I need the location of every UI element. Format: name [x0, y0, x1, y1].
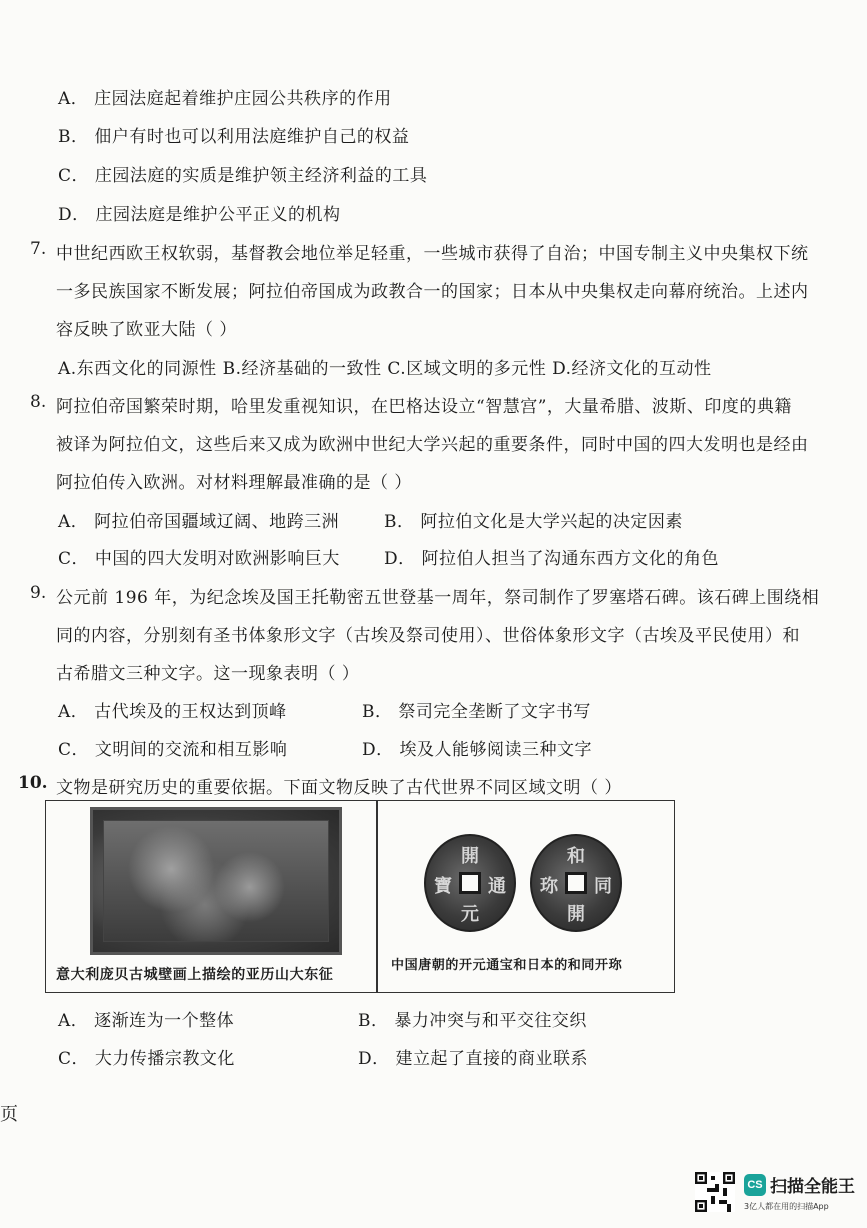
q9-stem-line2: 同的内容，分别刻有圣书体象形文字（古埃及祭司使用）、世俗体象形文字（古埃及平民使用）和 — [56, 626, 800, 646]
app-name: 扫描全能王 — [770, 1177, 855, 1197]
q8-stem-line2: 被译为阿拉伯文，这些后来又成为欧洲中世纪大学兴起的重要条件，同时中国的四大发明也是经由 — [56, 435, 809, 455]
coin2-char-right: 同 — [594, 876, 612, 897]
q9-stem-line3: 古希腊文三种文字。这一现象表明（ ） — [56, 664, 360, 684]
coin-hole — [459, 872, 481, 894]
coin2-char-bottom: 開 — [567, 904, 585, 925]
q7-stem-line2: 一多民族国家不断发展；阿拉伯帝国成为政教合一的国家；日本从中央集权走向幕府统治。上述内 — [56, 282, 809, 302]
q10-figure-table — [45, 800, 675, 993]
pompeii-mosaic-image — [90, 807, 342, 955]
q8-option-b: B． 阿拉伯文化是大学兴起的决定因素 — [384, 512, 683, 532]
q10-option-d: D． 建立起了直接的商业联系 — [358, 1049, 589, 1069]
q10-option-a: A． 逐渐连为一个整体 — [58, 1011, 235, 1031]
q6-option-a: A． 庄园法庭起着维护庄园公共秩序的作用 — [58, 89, 392, 109]
q9-number: 9. — [30, 583, 47, 603]
q9-option-d: D． 埃及人能够阅读三种文字 — [362, 740, 593, 760]
qr-code-icon — [695, 1172, 735, 1212]
q8-option-c: C． 中国的四大发明对欧洲影响巨大 — [58, 549, 340, 569]
q9-option-c: C． 文明间的交流和相互影响 — [58, 740, 288, 760]
q7-stem-line1: 中世纪西欧王权软弱，基督教会地位举足轻重，一些城市获得了自治；中国专制主义中央集权下统 — [56, 244, 809, 264]
q10-stem: 文物是研究历史的重要依据。下面文物反映了古代世界不同区域文明（ ） — [56, 778, 622, 798]
q10-option-c: C． 大力传播宗教文化 — [58, 1049, 235, 1069]
q8-option-a: A． 阿拉伯帝国疆域辽阔、地跨三洲 — [58, 512, 340, 532]
coin2-char-left: 珎 — [540, 876, 558, 897]
q7-number: 7. — [30, 239, 47, 259]
q10-option-b: B． 暴力冲突与和平交往交织 — [358, 1011, 587, 1031]
q8-stem-line1: 阿拉伯帝国繁荣时期，哈里发重视知识，在巴格达设立“智慧宫”，大量希腊、波斯、印度的典籍 — [56, 397, 792, 417]
caption-left: 意大利庞贝古城壁画上描绘的亚历山大东征 — [56, 967, 334, 983]
cs-logo-icon: CS — [744, 1174, 766, 1196]
q10-number: 10. — [18, 773, 48, 793]
caption-right: 中国唐朝的开元通宝和日本的和同开珎 — [391, 958, 623, 973]
q7-stem-line3: 容反映了欧亚大陆（ ） — [56, 320, 237, 340]
q9-stem-line1: 公元前 196 年，为纪念埃及国王托勒密五世登基一周年，祭司制作了罗塞塔石碑。该石碑上围绕相 — [56, 588, 820, 608]
page-mark: 页 — [0, 1104, 18, 1125]
coin1-char-right: 通 — [488, 876, 506, 897]
q9-option-b: B． 祭司完全垄断了文字书写 — [362, 702, 591, 722]
q6-option-d: D． 庄园法庭是维护公平正义的机构 — [58, 205, 341, 225]
coin1-char-left: 寶 — [434, 876, 452, 897]
q6-option-c: C． 庄园法庭的实质是维护领主经济利益的工具 — [58, 166, 428, 186]
figure-divider — [376, 801, 378, 992]
q7-options: A.东西文化的同源性 B.经济基础的一致性 C.区域文明的多元性 D.经济文化的互动性 — [58, 359, 712, 379]
coin-hole — [565, 872, 587, 894]
app-tagline: 3亿人都在用的扫描App — [744, 1202, 829, 1211]
coin-kaiyuan-tongbao — [424, 834, 516, 932]
q6-option-b: B． 佃户有时也可以利用法庭维护自己的权益 — [58, 127, 410, 147]
q9-option-a: A． 古代埃及的王权达到顶峰 — [58, 702, 287, 722]
coin-wado-kaichin — [530, 834, 622, 932]
coin2-char-top: 和 — [567, 846, 585, 867]
q8-stem-line3: 阿拉伯传入欧洲。对材料理解最准确的是（ ） — [56, 473, 412, 493]
q8-number: 8. — [30, 392, 47, 412]
coin1-char-top: 開 — [461, 846, 479, 867]
mosaic-scene — [103, 820, 329, 942]
coin1-char-bottom: 元 — [461, 904, 479, 925]
q8-option-d: D． 阿拉伯人担当了沟通东西方文化的角色 — [384, 549, 720, 569]
